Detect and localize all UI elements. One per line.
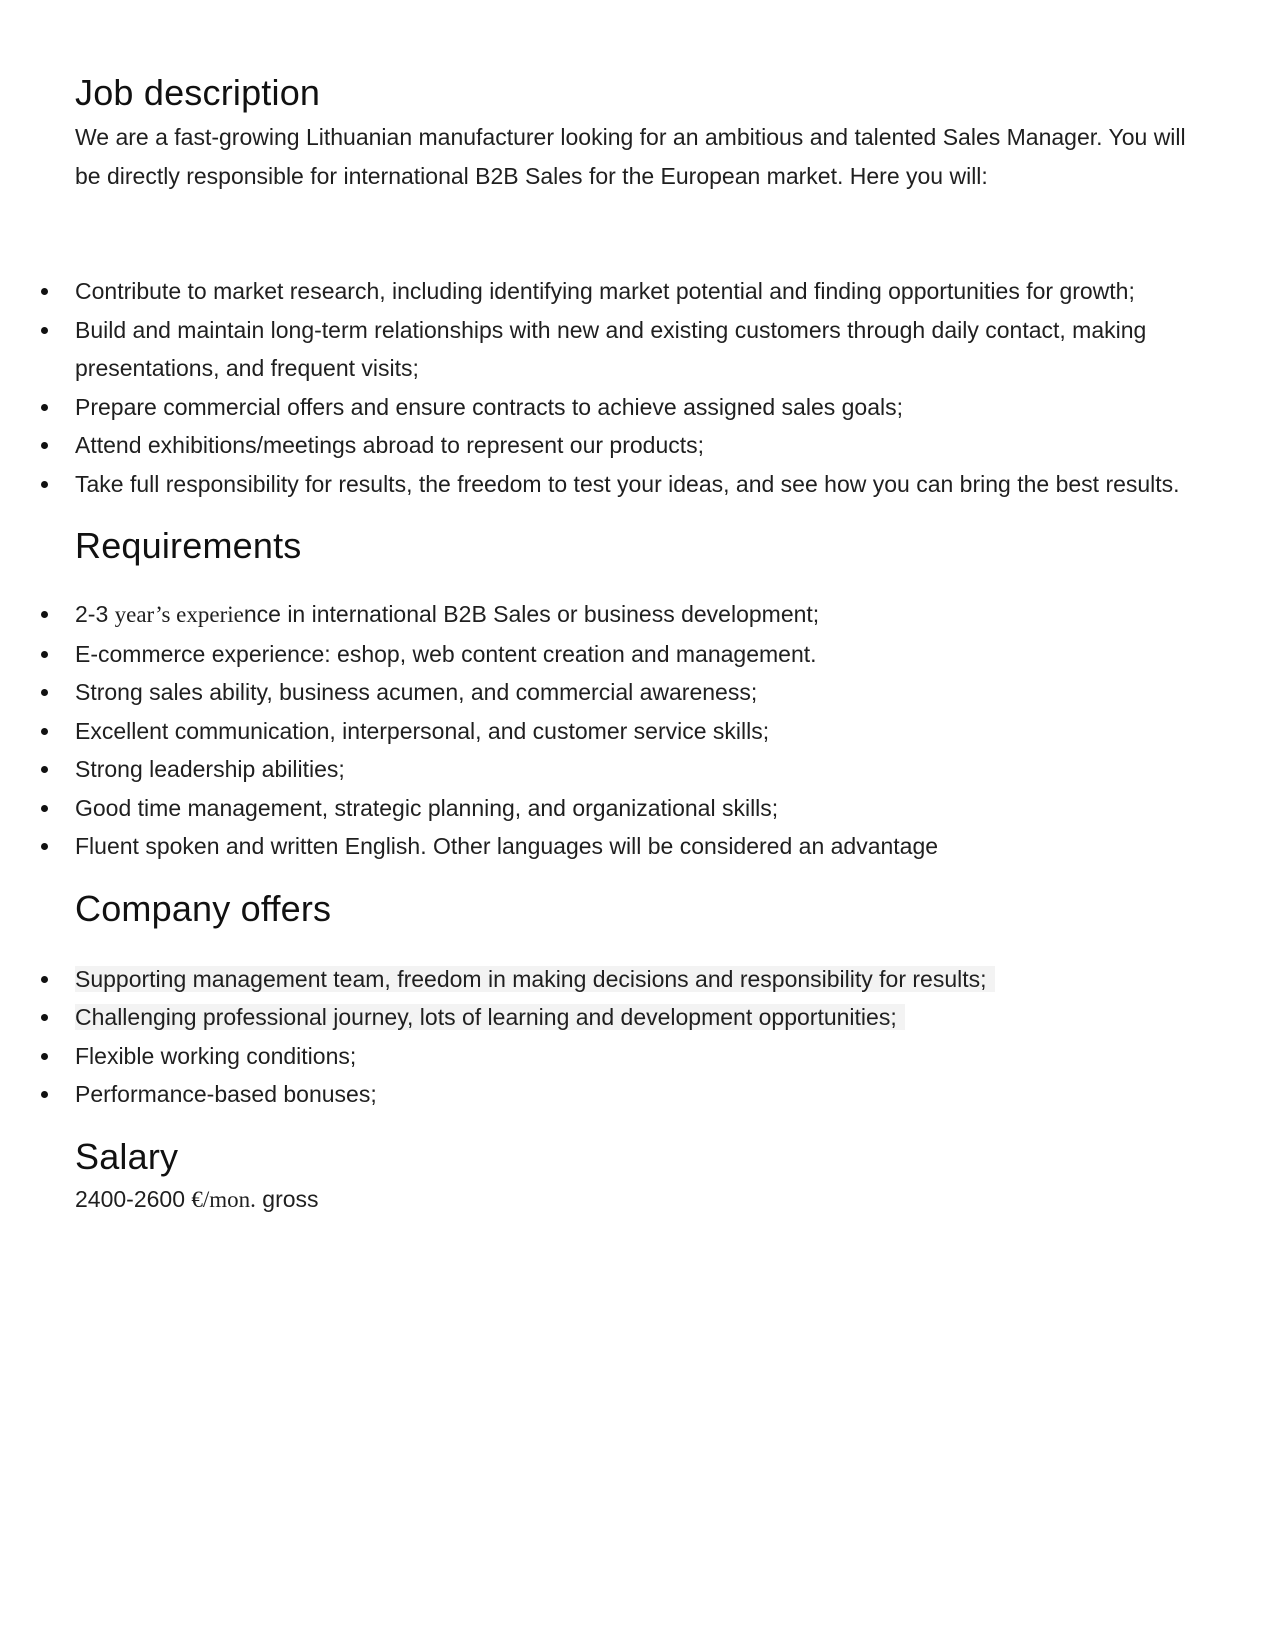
list-item-text: Prepare commercial offers and ensure contracts to achieve assigned sales goals; <box>75 393 904 420</box>
bullet-icon <box>41 651 48 658</box>
list-item-text: Contribute to market research, including identifying market potential and finding opportunities for growth; <box>75 278 1135 304</box>
bullet-icon <box>41 843 48 850</box>
list-item-text: Build and maintain long-term relationships with new and existing customers through daily contact, making presentations, and frequent visits; <box>75 316 1147 381</box>
list-item <box>75 311 1205 388</box>
list-item <box>75 1037 1205 1076</box>
job-description-intro: We are a fast-growing Lithuanian manufacturer looking for an ambitious and talented Sales Manager. You will be directly responsible for international B2B Sales for the European market. Here you will: <box>75 124 1186 189</box>
bullet-icon <box>41 976 48 983</box>
list-item-text-suffix: nce in international B2B Sales or business development; <box>243 601 820 627</box>
list-item <box>75 673 1205 712</box>
list-item-text: Excellent communication, interpersonal, and customer service skills; <box>75 717 770 744</box>
list-item <box>75 388 1205 427</box>
bullet-icon <box>41 1091 48 1098</box>
list-item <box>75 426 1205 465</box>
bullet-icon <box>41 611 48 618</box>
company-offers-heading: Company offers <box>75 887 332 929</box>
bullet-icon <box>41 442 48 449</box>
list-item <box>75 960 1205 999</box>
list-item <box>75 465 1205 504</box>
list-item-text: E-commerce experience: eshop, web content creation and management. <box>75 640 817 667</box>
list-item <box>75 595 1205 635</box>
bullet-icon <box>41 805 48 812</box>
bullet-icon <box>41 288 48 295</box>
company-offers-list <box>75 960 1205 1114</box>
list-item <box>75 827 1205 866</box>
list-item-text: Flexible working conditions; <box>75 1042 357 1069</box>
bullet-icon <box>41 1014 48 1021</box>
list-item-text-highlighted: Challenging professional journey, lots of learning and development opportunities; <box>75 1004 905 1030</box>
list-item <box>75 998 1205 1037</box>
salary-amount-suffix: gross <box>255 1185 319 1212</box>
bullet-icon <box>41 327 48 334</box>
list-item-text: Attend exhibitions/meetings abroad to represent our products; <box>75 432 705 458</box>
bullet-icon <box>41 689 48 696</box>
bullet-icon <box>41 766 48 773</box>
list-item <box>75 789 1205 828</box>
salary-amount-prefix: 2400-2600 <box>75 1185 192 1212</box>
list-item <box>75 635 1205 674</box>
list-item-text: Performance-based bonuses; <box>75 1081 377 1107</box>
requirements-list <box>75 595 1205 866</box>
requirements-heading: Requirements <box>75 525 302 566</box>
list-item-text: Good time management, strategic planning, and organizational skills; <box>75 794 779 821</box>
list-item-text-prefix: 2-3 <box>75 601 115 627</box>
list-item-text: Strong leadership abilities; <box>75 756 345 782</box>
job-description-list <box>75 272 1205 503</box>
bullet-icon <box>41 728 48 735</box>
list-item <box>75 272 1205 311</box>
list-item-text-serif: year’s experie <box>114 602 244 627</box>
document-content <box>75 72 1205 1219</box>
list-item <box>75 1075 1205 1114</box>
salary-heading: Salary <box>75 1135 179 1177</box>
list-item-text: Fluent spoken and written English. Other languages will be considered an advantage <box>75 833 939 859</box>
job-description-heading: Job description <box>75 72 321 113</box>
bullet-icon <box>41 1053 48 1060</box>
salary-amount-unit: €/mon. <box>191 1186 256 1212</box>
list-item <box>75 750 1205 789</box>
list-item <box>75 712 1205 751</box>
bullet-icon <box>41 481 48 488</box>
list-item-text-highlighted: Supporting management team, freedom in making decisions and responsibility for results; <box>75 966 995 992</box>
list-item-text: Strong sales ability, business acumen, and commercial awareness; <box>75 679 758 705</box>
salary-amount <box>75 1180 1205 1219</box>
bullet-icon <box>41 404 48 411</box>
list-item-text: Take full responsibility for results, the freedom to test your ideas, and see how you can bring the best results. <box>75 470 1180 497</box>
